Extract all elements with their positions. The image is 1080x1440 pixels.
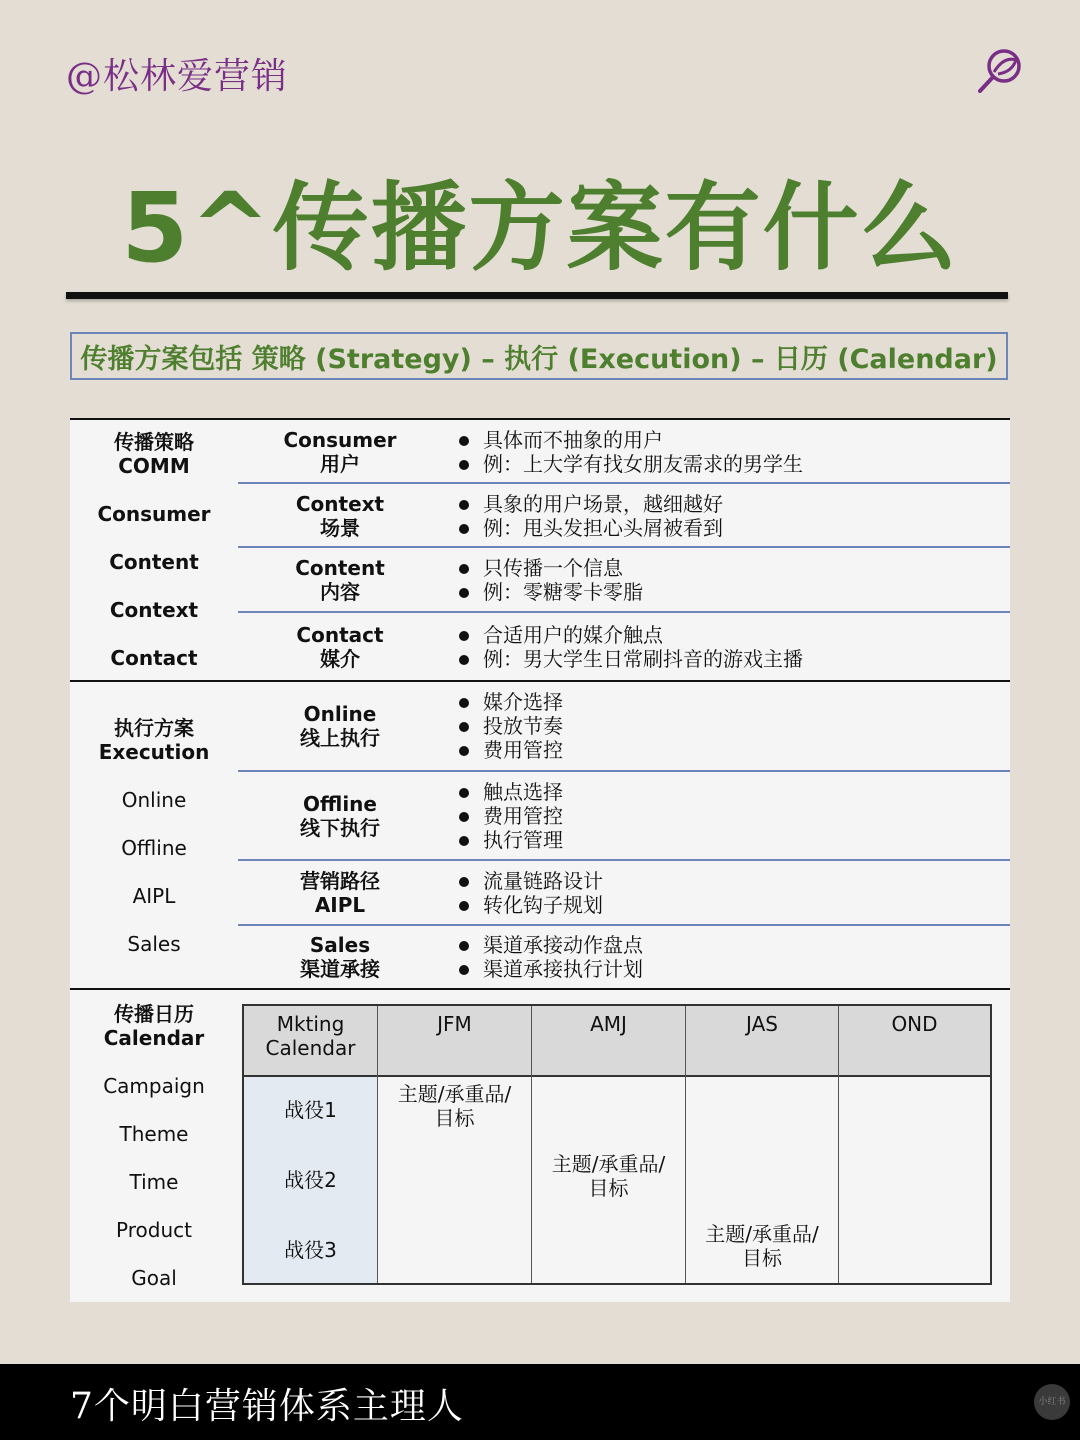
- footer-bar: [0, 1364, 1080, 1440]
- bullet-item: 例：零糖零卡零脂: [455, 580, 643, 604]
- section-divider: [70, 680, 1010, 682]
- section-divider: [70, 988, 1010, 990]
- calendar-item: Product: [116, 1218, 192, 1242]
- row-title-en: Offline: [303, 792, 377, 816]
- content-panel: [70, 418, 1010, 1302]
- row-divider: [238, 482, 1010, 484]
- execution-row-bullets: [455, 780, 563, 852]
- bullet-item: 渠道承接执行计划: [455, 957, 643, 981]
- column-divider: [531, 1006, 532, 1283]
- row-divider: [238, 770, 1010, 772]
- strategy-row-bullets: [455, 492, 723, 540]
- row-title-en: Context: [295, 492, 385, 516]
- calendar-item: Goal: [131, 1266, 177, 1290]
- bullet-item: 转化钩子规划: [455, 893, 603, 917]
- bullet-item: 费用管控: [455, 738, 563, 762]
- row-divider: [238, 859, 1010, 861]
- calendar-item: Campaign: [103, 1074, 205, 1098]
- execution-row-bullets: [455, 933, 643, 981]
- execution-head-cn: 执行方案: [114, 716, 194, 740]
- calendar-column-header: JAS: [746, 1012, 778, 1036]
- row-title-en: Online: [303, 702, 377, 726]
- calendar-item: Theme: [119, 1122, 189, 1146]
- subtitle-text: 传播方案包括 策略 (Strategy) – 执行 (Execution) – 日历 (Calendar): [80, 343, 998, 375]
- cell-line: 主题/承重品/: [705, 1222, 819, 1246]
- row-title-cn: AIPL: [314, 893, 366, 917]
- calendar-label-column: [70, 1002, 238, 1292]
- row-title-cn: 渠道承接: [300, 957, 380, 981]
- strategy-row-title: [245, 492, 435, 540]
- cell-line: 目标: [742, 1246, 782, 1270]
- row-title-cn: 内容: [320, 580, 360, 604]
- strategy-item: Context: [109, 598, 199, 622]
- strategy-head-en: COMM: [118, 454, 190, 478]
- column-divider: [838, 1006, 839, 1283]
- campaign-label: 战役1: [284, 1098, 337, 1122]
- watermark-logo: 小红书: [1034, 1384, 1070, 1420]
- row-title-en: Content: [295, 556, 385, 580]
- execution-item: Online: [121, 788, 187, 812]
- strategy-row-bullets: [455, 556, 643, 604]
- calendar-column-header: OND: [891, 1012, 938, 1036]
- cell-line: 主题/承重品/: [551, 1152, 666, 1176]
- row-divider: [238, 924, 1010, 926]
- strategy-item: Content: [109, 550, 199, 574]
- strategy-row-bullets: [455, 428, 803, 476]
- execution-head-en: Execution: [98, 740, 210, 764]
- bullet-item: 流量链路设计: [455, 869, 603, 893]
- page-title: 5^传播方案有什么: [121, 172, 959, 284]
- calendar-head-en: Calendar: [103, 1026, 205, 1050]
- bullet-item: 费用管控: [455, 804, 563, 828]
- execution-item: Offline: [121, 836, 187, 860]
- campaign-label: 战役2: [284, 1168, 337, 1192]
- row-title-en: Consumer: [283, 428, 397, 452]
- bullet-item: 例：上大学有找女朋友需求的男学生: [455, 452, 803, 476]
- column-divider: [377, 1006, 378, 1283]
- campaign-label: 战役3: [284, 1238, 337, 1262]
- bullet-item: 只传播一个信息: [455, 556, 643, 580]
- bullet-item: 投放节奏: [455, 714, 563, 738]
- row-title-en: Contact: [296, 623, 384, 647]
- row-divider: [238, 611, 1010, 613]
- execution-label-column: [70, 716, 238, 996]
- row-title-cn: 线下执行: [300, 816, 380, 840]
- calendar-column-header: AMJ: [590, 1012, 627, 1036]
- strategy-row-title: [245, 623, 435, 671]
- row-title-cn: 媒介: [320, 647, 360, 671]
- row-title-cn: 用户: [320, 452, 360, 476]
- author-handle: @松林爱营销: [66, 56, 289, 97]
- strategy-head-cn: 传播策略: [114, 430, 194, 454]
- bullet-item: 例：男大学生日常刷抖音的游戏主播: [455, 647, 803, 671]
- corner-line: Calendar: [265, 1036, 356, 1060]
- calendar-cell: [686, 1222, 838, 1270]
- cell-line: 目标: [588, 1176, 629, 1200]
- calendar-cell: [532, 1152, 685, 1200]
- strategy-item: Contact: [110, 646, 198, 670]
- calendar-column-header: JFM: [437, 1012, 472, 1036]
- marketing-calendar-table: [242, 1004, 992, 1285]
- execution-item: AIPL: [132, 884, 176, 908]
- execution-item: Sales: [127, 932, 181, 956]
- strategy-row-bullets: [455, 623, 803, 671]
- bullet-item: 触点选择: [455, 780, 563, 804]
- row-divider: [238, 546, 1010, 548]
- calendar-head-cn: 传播日历: [114, 1002, 194, 1026]
- bullet-item: 执行管理: [455, 828, 563, 852]
- bullet-item: 合适用户的媒介触点: [455, 623, 803, 647]
- bullet-item: 例：甩头发担心头屑被看到: [455, 516, 723, 540]
- row-title-en: Sales: [309, 933, 371, 957]
- title-divider: [66, 292, 1008, 299]
- strategy-label-column: [70, 430, 238, 690]
- cell-line: 目标: [434, 1106, 475, 1130]
- cell-line: 主题/承重品/: [397, 1082, 512, 1106]
- leaf-magnifier-icon: [976, 46, 1026, 96]
- bullet-item: 渠道承接动作盘点: [455, 933, 643, 957]
- row-title-cn: 线上执行: [300, 726, 380, 750]
- bullet-item: 具体而不抽象的用户: [455, 428, 803, 452]
- execution-row-title: [245, 792, 435, 840]
- calendar-cell: [378, 1082, 531, 1130]
- footer-text: 7个明白营销体系主理人: [70, 1386, 464, 1427]
- execution-row-bullets: [455, 869, 603, 917]
- subtitle-banner: [70, 332, 1008, 380]
- execution-row-title: [245, 933, 435, 981]
- strategy-row-title: [245, 556, 435, 604]
- strategy-row-title: [245, 428, 435, 476]
- row-title-en: 营销路径: [300, 869, 380, 893]
- strategy-item: Consumer: [97, 502, 211, 526]
- section-divider: [70, 418, 1010, 420]
- bullet-item: 媒介选择: [455, 690, 563, 714]
- execution-row-title: [245, 869, 435, 917]
- execution-row-title: [245, 702, 435, 750]
- calendar-item: Time: [129, 1170, 179, 1194]
- calendar-corner-cell: [244, 1012, 377, 1060]
- row-title-cn: 场景: [320, 516, 360, 540]
- bullet-item: 具象的用户场景，越细越好: [455, 492, 723, 516]
- execution-row-bullets: [455, 690, 563, 762]
- corner-line: Mkting: [276, 1012, 345, 1036]
